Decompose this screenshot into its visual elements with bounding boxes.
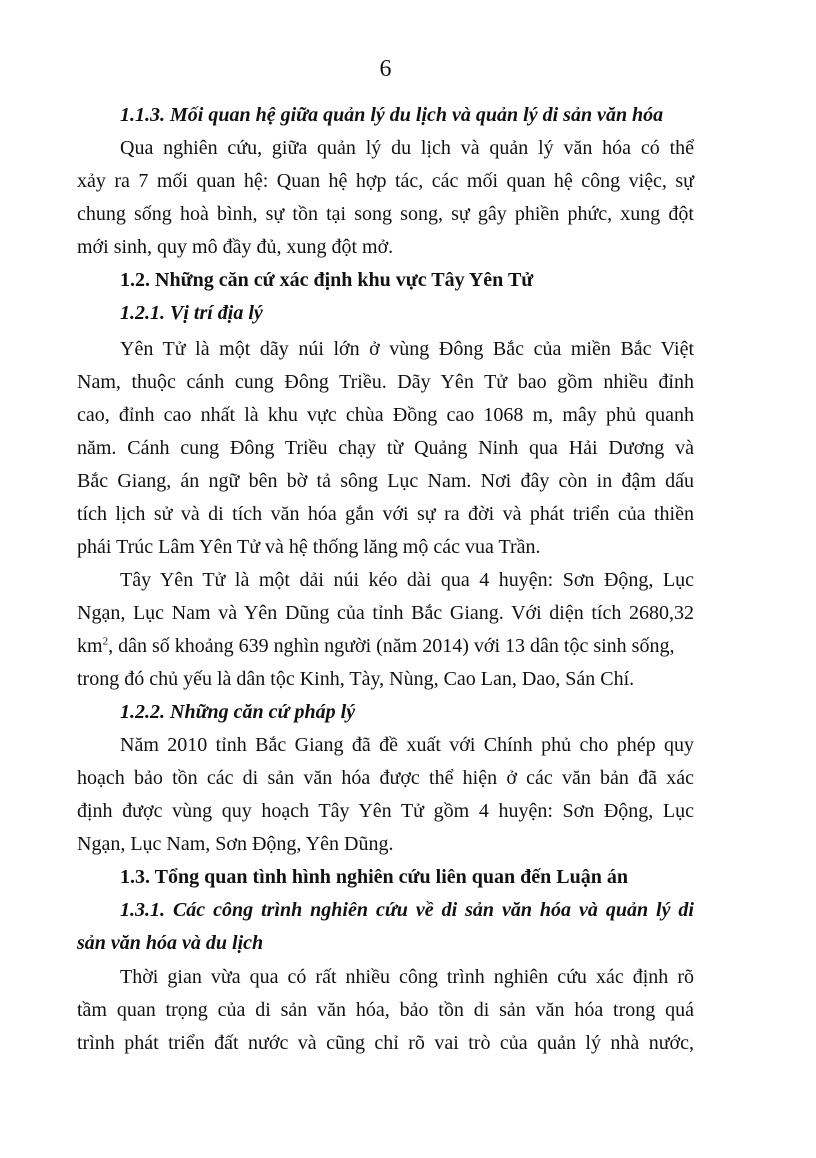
paragraph-line: tích lịch sử và di tích văn hóa gắn với sự ra đời và phát triển của thiền [77,503,694,525]
paragraph-line: Năm 2010 tỉnh Bắc Giang đã đề xuất với Chính phủ cho phép quy [120,734,694,756]
heading-1-1-3: 1.1.3. Mối quan hệ giữa quản lý du lịch và quản lý di sản văn hóa [120,104,664,126]
paragraph-line: Thời gian vừa qua có rất nhiều công trình nghiên cứu xác định rõ [120,966,694,988]
page-number: 6 [379,56,392,82]
paragraph-line: định được vùng quy hoạch Tây Yên Tử gồm 4 huyện: Sơn Động, Lục [77,800,694,822]
paragraph-line: trình phát triển đất nước và cũng chỉ rõ vai trò của quản lý nhà nước, [77,1032,694,1054]
paragraph-line: Yên Tử là một dãy núi lớn ở vùng Đông Bắc của miền Bắc Việt [120,338,694,360]
paragraph-line: năm. Cánh cung Đông Triều chạy từ Quảng Ninh qua Hải Dương và [77,437,694,459]
paragraph-line: mới sinh, quy mô đầy đủ, xung đột mở. [77,236,394,258]
paragraph-line: Ngạn, Lục Nam và Yên Dũng của tỉnh Bắc Giang. Với diện tích 2680,32 [77,602,694,624]
heading-1-2-2: 1.2.2. Những căn cứ pháp lý [120,701,356,723]
heading-1-3-1-cont: sản văn hóa và du lịch [77,932,264,954]
area-unit: km [77,635,103,657]
paragraph-line: Qua nghiên cứu, giữa quản lý du lịch và quản lý văn hóa có thể [120,137,694,159]
paragraph-line: chung sống hoà bình, sự tồn tại song song, sự gây phiền phức, xung đột [77,203,694,225]
area-unit-superscript: 2 [102,635,109,648]
paragraph-text: , dân số khoảng 639 nghìn người (năm 2014) với 13 dân tộc sinh sống, [108,635,675,657]
paragraph-line: hoạch bảo tồn các di sản văn hóa được thể hiện ở các văn bản đã xác [77,767,694,789]
heading-1-2: 1.2. Những căn cứ xác định khu vực Tây Yên Tử [120,269,534,291]
paragraph-line: Ngạn, Lục Nam, Sơn Động, Yên Dũng. [77,833,394,855]
heading-1-2-1: 1.2.1. Vị trí địa lý [120,302,263,324]
paragraph-line: tầm quan trọng của di sản văn hóa, bảo tồn di sản văn hóa trong quá [77,999,694,1021]
paragraph-line: xảy ra 7 mối quan hệ: Quan hệ hợp tác, các mối quan hệ công việc, sự [77,170,694,192]
paragraph-line: Bắc Giang, án ngữ bên bờ tả sông Lục Nam. Nơi đây còn in đậm dấu [77,470,694,492]
paragraph-line [77,634,694,658]
heading-1-3: 1.3. Tổng quan tình hình nghiên cứu liên quan đến Luận án [120,866,628,888]
paragraph-line: Nam, thuộc cánh cung Đông Triều. Dãy Yên Tử bao gồm nhiều đỉnh [77,371,694,393]
paragraph-line: cao, đỉnh cao nhất là khu vực chùa Đồng cao 1068 m, mây phủ quanh [77,404,694,426]
paragraph-line: trong đó chủ yếu là dân tộc Kinh, Tày, Nùng, Cao Lan, Dao, Sán Chí. [77,668,635,690]
paragraph-line: Tây Yên Tử là một dải núi kéo dài qua 4 huyện: Sơn Động, Lục [120,569,694,591]
paragraph-line: phái Trúc Lâm Yên Tử và hệ thống lăng mộ các vua Trần. [77,536,541,558]
heading-1-3-1: 1.3.1. Các công trình nghiên cứu về di sản văn hóa và quản lý di [120,899,694,921]
